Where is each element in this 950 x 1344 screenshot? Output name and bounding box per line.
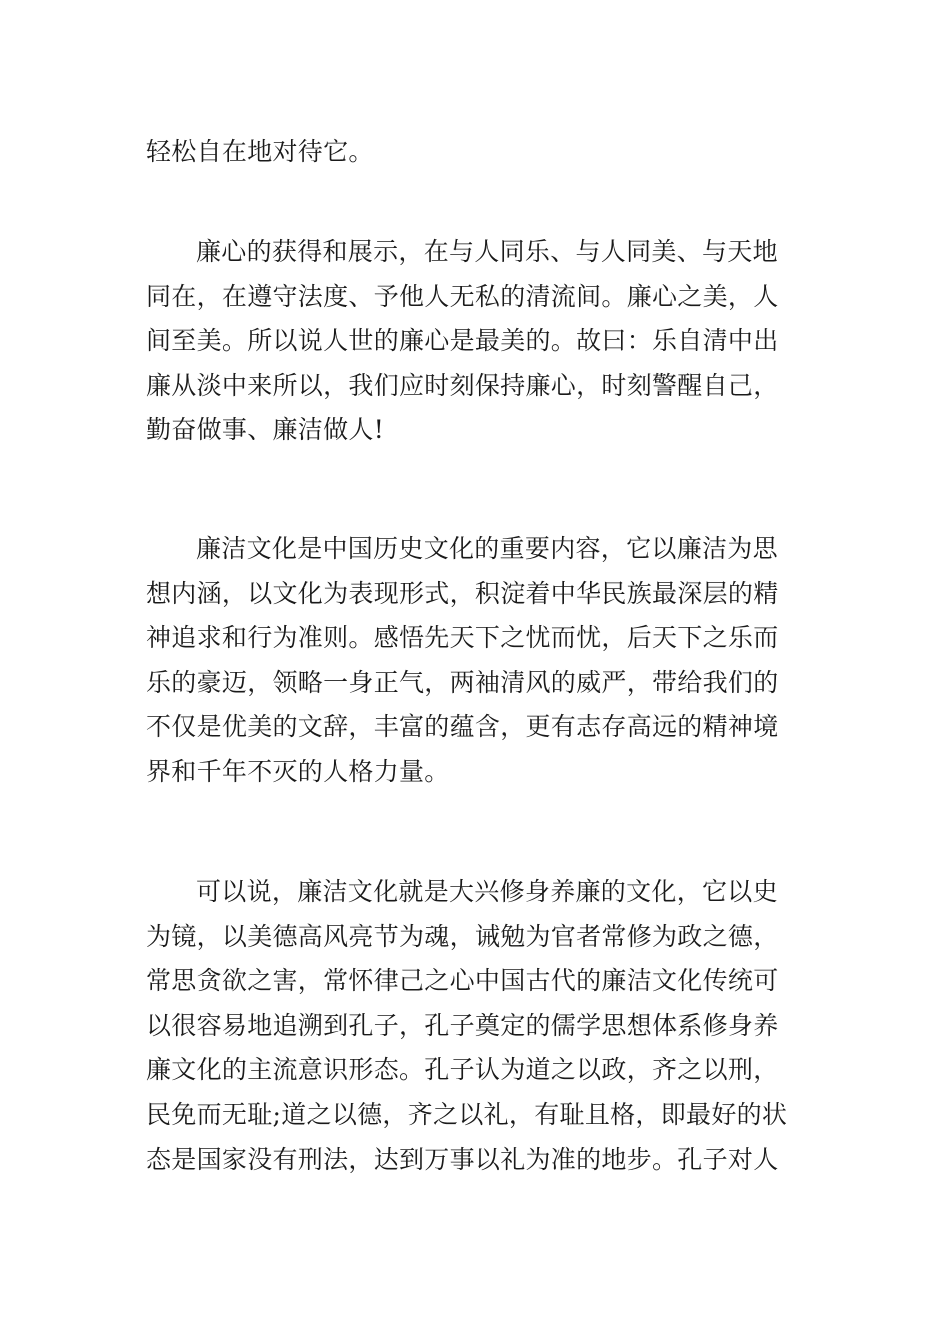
- text-line: 民免而无耻;道之以德，齐之以礼，有耻且格，即最好的状: [146, 1099, 788, 1129]
- text-line: 廉洁文化是中国历史文化的重要内容，它以廉洁为思: [196, 534, 778, 563]
- text-line: 可以说，廉洁文化就是大兴修身养廉的文化，它以史: [196, 877, 778, 906]
- paragraph-lianjie-culture: [146, 527, 816, 795]
- paragraph-continuation: [146, 130, 816, 175]
- text-line: 同在，在遵守法度、予他人无私的清流间。廉心之美，人: [146, 281, 779, 311]
- text-line: 想内涵，以文化为表现形式，积淀着中华民族最深层的精: [146, 578, 779, 608]
- text-line: 廉文化的主流意识形态。孔子认为道之以政，齐之以刑，: [146, 1055, 779, 1085]
- text-line: 界和千年不灭的人格力量。: [146, 756, 450, 786]
- text-line: 神追求和行为准则。感悟先天下之忧而忧，后天下之乐而: [146, 623, 779, 653]
- text-line: 态是国家没有刑法，达到万事以礼为准的地步。孔子对人: [146, 1144, 779, 1174]
- text-line: 轻松自在地对待它。: [146, 137, 374, 166]
- text-line: 廉心的获得和展示，在与人同乐、与人同美、与天地: [196, 237, 778, 266]
- text-line: 廉从淡中来所以，我们应时刻保持廉心，时刻警醒自己，: [146, 370, 779, 400]
- paragraph-lianxin: [146, 230, 816, 453]
- text-line: 勤奋做事、廉洁做人!: [146, 415, 385, 445]
- text-line: 间至美。所以说人世的廉心是最美的。故曰：乐自清中出: [146, 326, 779, 356]
- text-line: 乐的豪迈，领略一身正气，两袖清风的威严，带给我们的: [146, 667, 779, 697]
- text-line: 为镜，以美德高风亮节为魂，诫勉为官者常修为政之德，: [146, 921, 779, 951]
- text-line: 不仅是优美的文辞，丰富的蕴含，更有志存高远的精神境: [146, 712, 779, 742]
- text-line: 以很容易地追溯到孔子，孔子奠定的儒学思想体系修身养: [146, 1010, 779, 1040]
- paragraph-confucius: [146, 870, 816, 1182]
- text-line: 常思贪欲之害，常怀律己之心中国古代的廉洁文化传统可: [146, 966, 779, 996]
